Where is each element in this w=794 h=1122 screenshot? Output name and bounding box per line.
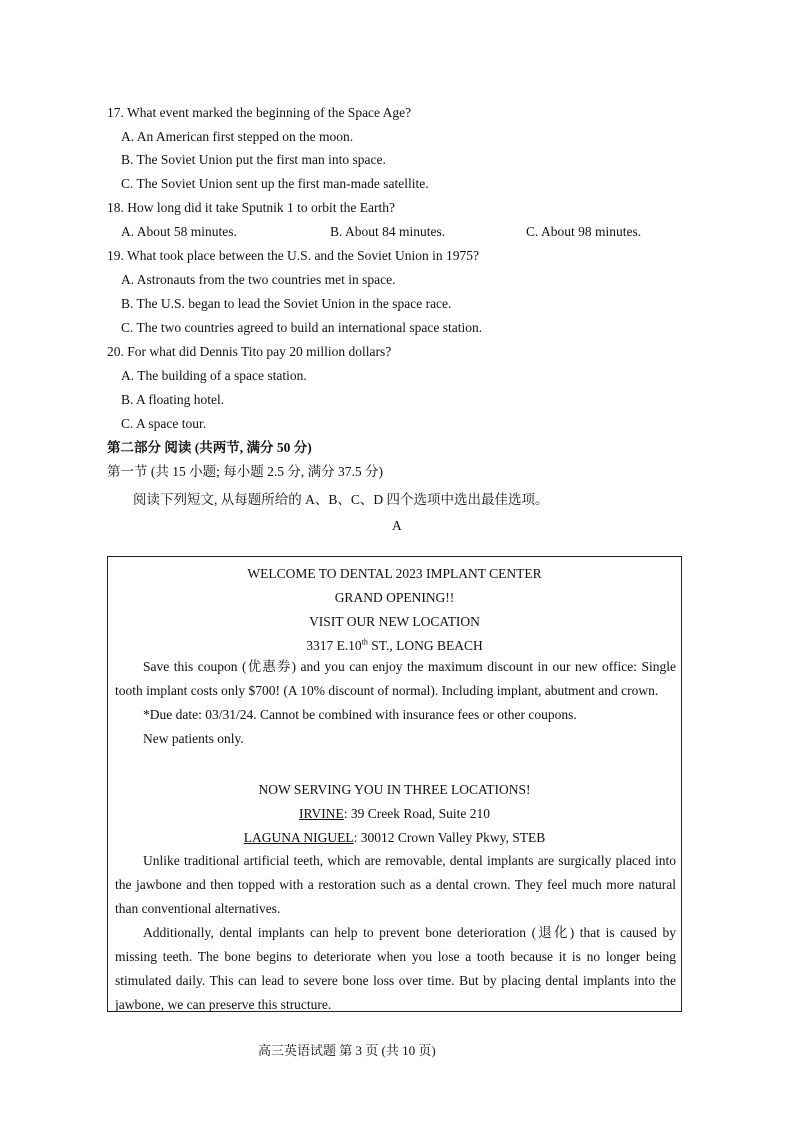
ad-coupon-block: [115, 655, 676, 751]
q18-option-c: C. About 98 minutes.: [526, 224, 642, 239]
location-laguna-name: LAGUNA NIGUEL: [243, 830, 354, 845]
q20-option-a: A. The building of a space station.: [121, 368, 307, 383]
q17-stem: 17. What event marked the beginning of the Space Age?: [107, 105, 412, 120]
ad-location-irvine: [108, 806, 681, 822]
advertisement-box: [107, 556, 682, 1012]
ad-grand-opening: GRAND OPENING!!: [334, 590, 455, 605]
q17-option-b: B. The Soviet Union put the first man into space.: [121, 152, 386, 167]
address-street: ST., LONG BEACH: [367, 638, 483, 653]
passage-label: A: [392, 518, 402, 533]
implant-paragraph-1: Unlike traditional artificial teeth, which are removable, dental implants are surgically placed into the jawbone and then topped with a restoration such as a dental crown. They feel much more natural than conventional alternatives.: [115, 853, 676, 916]
location-irvine-name: IRVINE: [299, 806, 344, 821]
q20-stem: 20. For what did Dennis Tito pay 20 million dollars?: [107, 344, 392, 359]
location-irvine-address: : 39 Creek Road, Suite 210: [343, 806, 490, 821]
location-laguna-address: : 30012 Crown Valley Pkwy, STEB: [353, 830, 546, 845]
ad-location-laguna: [108, 830, 681, 846]
page-footer: 高三英语试题 第 3 页 (共 10 页): [258, 1043, 436, 1058]
due-date-note: *Due date: 03/31/24. Cannot be combined with insurance fees or other coupons.: [143, 707, 577, 722]
q19-option-c: C. The two countries agreed to build an international space station.: [121, 320, 483, 335]
new-patients-note: New patients only.: [143, 731, 244, 746]
q20-option-c: C. A space tour.: [121, 416, 207, 431]
ad-address: [108, 638, 681, 654]
q17-option-c: C. The Soviet Union sent up the first man-made satellite.: [121, 176, 429, 191]
q18-option-b: B. About 84 minutes.: [330, 224, 446, 239]
implant-paragraph-2: Additionally, dental implants can help to prevent bone deterioration (退化) that is caused by missing teeth. The bone begins to deteriorate when you lose a tooth because it is no longer being stimulated daily. This can lead to severe bone loss over time. But by placing dental implants into the jawbone, we can preserve this structure.: [115, 925, 676, 1012]
q18-option-a: A. About 58 minutes.: [121, 224, 237, 239]
ad-visit-location: VISIT OUR NEW LOCATION: [309, 614, 480, 629]
ad-body-text: [115, 849, 676, 1017]
coupon-paragraph: Save this coupon (优惠券) and you can enjoy the maximum discount in our new office: Single tooth implant costs only $700! (A 10% discount of normal). Including implant, abutment and crown.: [115, 659, 676, 698]
q20-option-b: B. A floating hotel.: [121, 392, 225, 407]
instruction: 阅读下列短文, 从每题所给的 A、B、C、D 四个选项中选出最佳选项。: [133, 492, 549, 507]
ad-serving-locations: NOW SERVING YOU IN THREE LOCATIONS!: [258, 782, 531, 797]
address-suffix: th: [361, 637, 368, 647]
q19-option-b: B. The U.S. began to lead the Soviet Union in the space race.: [121, 296, 452, 311]
q19-option-a: A. Astronauts from the two countries met in space.: [121, 272, 396, 287]
q19-stem: 19. What took place between the U.S. and the Soviet Union in 1975?: [107, 248, 480, 263]
address-main: 3317 E.10: [306, 638, 362, 653]
q18-stem: 18. How long did it take Sputnik 1 to orbit the Earth?: [107, 200, 395, 215]
ad-headline: WELCOME TO DENTAL 2023 IMPLANT CENTER: [247, 566, 542, 581]
subsection-title: 第一节 (共 15 小题; 每小题 2.5 分, 满分 37.5 分): [107, 464, 383, 479]
q17-option-a: A. An American first stepped on the moon.: [121, 129, 354, 144]
part-title: 第二部分 阅读 (共两节, 满分 50 分): [107, 440, 312, 455]
